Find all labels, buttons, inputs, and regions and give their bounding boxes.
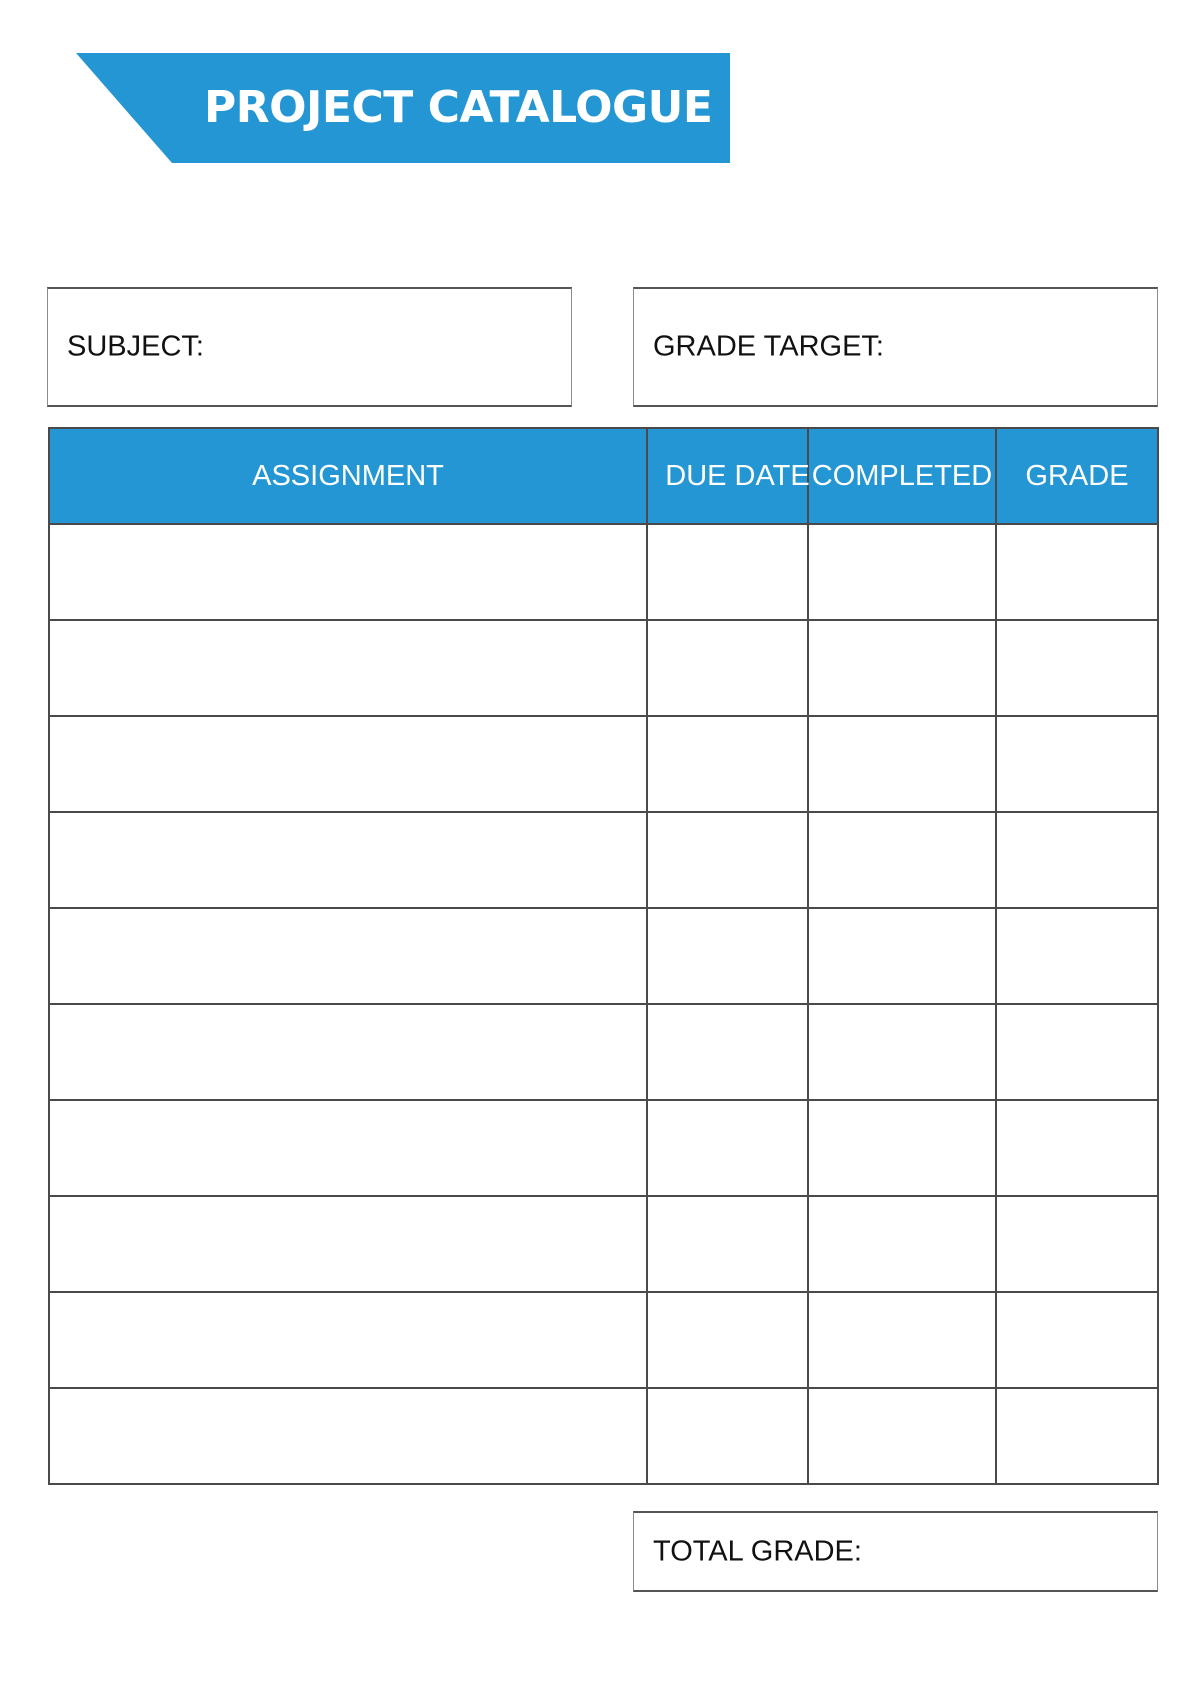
grade-cell[interactable]	[996, 812, 1158, 908]
due-date-cell[interactable]	[647, 812, 808, 908]
assignment-cell[interactable]	[49, 716, 647, 812]
due-date-cell[interactable]	[647, 716, 808, 812]
grade-cell[interactable]	[996, 524, 1158, 620]
completed-cell[interactable]	[808, 524, 996, 620]
assignment-cell[interactable]	[49, 812, 647, 908]
assignment-cell[interactable]	[49, 524, 647, 620]
completed-cell[interactable]	[808, 1100, 996, 1196]
completed-cell[interactable]	[808, 620, 996, 716]
total-grade-label: TOTAL GRADE:	[653, 1535, 862, 1567]
grade-cell[interactable]	[996, 620, 1158, 716]
table-row	[49, 1100, 1158, 1196]
completed-cell[interactable]	[808, 812, 996, 908]
completed-cell[interactable]	[808, 1388, 996, 1484]
completed-cell[interactable]	[808, 1196, 996, 1292]
column-header-completed: COMPLETED	[808, 428, 996, 524]
column-header-due-date: DUE DATE	[647, 428, 808, 524]
grade-cell[interactable]	[996, 908, 1158, 1004]
grade-cell[interactable]	[996, 1100, 1158, 1196]
assignment-cell[interactable]	[49, 1292, 647, 1388]
due-date-cell[interactable]	[647, 1004, 808, 1100]
completed-cell[interactable]	[808, 1004, 996, 1100]
table-row	[49, 1292, 1158, 1388]
assignment-table	[48, 427, 1159, 1485]
page-title: PROJECT CATALOGUE	[204, 82, 713, 133]
grade-target-field[interactable]	[633, 287, 1158, 407]
subject-label: SUBJECT:	[67, 330, 204, 363]
table-body	[49, 524, 1158, 1484]
grade-cell[interactable]	[996, 716, 1158, 812]
grade-cell[interactable]	[996, 1004, 1158, 1100]
grade-cell[interactable]	[996, 1292, 1158, 1388]
due-date-cell[interactable]	[647, 1100, 808, 1196]
completed-cell[interactable]	[808, 1292, 996, 1388]
assignment-cell[interactable]	[49, 620, 647, 716]
column-header-grade: GRADE	[996, 428, 1158, 524]
due-date-cell[interactable]	[647, 908, 808, 1004]
table-row	[49, 1388, 1158, 1484]
table-row	[49, 812, 1158, 908]
table-row	[49, 1004, 1158, 1100]
table-row	[49, 908, 1158, 1004]
assignment-cell[interactable]	[49, 1388, 647, 1484]
assignment-cell[interactable]	[49, 1100, 647, 1196]
completed-cell[interactable]	[808, 908, 996, 1004]
grade-cell[interactable]	[996, 1388, 1158, 1484]
assignment-cell[interactable]	[49, 908, 647, 1004]
table-row	[49, 620, 1158, 716]
due-date-cell[interactable]	[647, 1292, 808, 1388]
table-row	[49, 716, 1158, 812]
due-date-cell[interactable]	[647, 1388, 808, 1484]
table-row	[49, 1196, 1158, 1292]
subject-field[interactable]	[47, 287, 572, 407]
table-header-row	[49, 428, 1158, 524]
total-grade-field[interactable]	[633, 1511, 1158, 1592]
due-date-cell[interactable]	[647, 1196, 808, 1292]
due-date-cell[interactable]	[647, 524, 808, 620]
assignment-cell[interactable]	[49, 1004, 647, 1100]
grade-target-label: GRADE TARGET:	[653, 330, 884, 363]
table-row	[49, 524, 1158, 620]
assignment-cell[interactable]	[49, 1196, 647, 1292]
grade-cell[interactable]	[996, 1196, 1158, 1292]
due-date-cell[interactable]	[647, 620, 808, 716]
completed-cell[interactable]	[808, 716, 996, 812]
column-header-assignment: ASSIGNMENT	[49, 428, 647, 524]
